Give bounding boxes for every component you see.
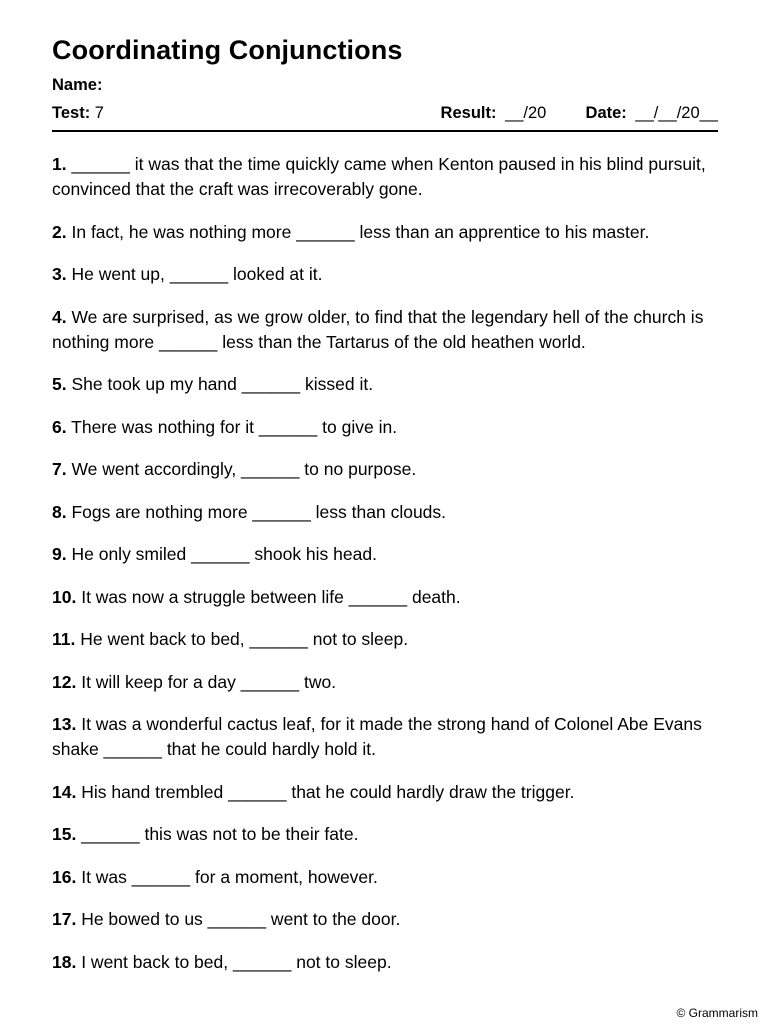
question-list xyxy=(52,152,718,975)
question-text: We went accordingly, ______ to no purpose. xyxy=(71,459,417,479)
result-date-group xyxy=(441,102,718,124)
question-number: 12. xyxy=(52,671,77,692)
question-text: He bowed to us ______ went to the door. xyxy=(81,909,401,929)
question-number: 17. xyxy=(52,909,77,929)
date-value: __/__/20__ xyxy=(635,104,718,122)
question-text: His hand trembled ______ that he could hardly draw the trigger. xyxy=(81,781,575,802)
question-item xyxy=(52,950,718,975)
test-value: 7 xyxy=(94,104,104,122)
question-number: 8. xyxy=(52,501,67,522)
question-number: 15. xyxy=(52,824,77,844)
question-number: 16. xyxy=(52,866,77,887)
question-text: There was nothing for it ______ to give in. xyxy=(71,416,398,437)
question-item xyxy=(52,780,718,805)
question-item xyxy=(52,372,718,397)
name-label: Name: xyxy=(52,76,103,94)
worksheet xyxy=(52,30,718,992)
question-text: Fogs are nothing more ______ less than clouds. xyxy=(71,501,447,522)
question-text: He went back to bed, ______ not to sleep. xyxy=(80,629,409,649)
question-text: ______ it was that the time quickly came when Kenton paused in his blind pursuit, convinced that the craft was irrecoverably gone. xyxy=(52,154,706,199)
question-item xyxy=(52,542,718,567)
question-item xyxy=(52,220,718,245)
question-number: 6. xyxy=(52,416,67,437)
question-item xyxy=(52,457,718,482)
question-item xyxy=(52,585,718,610)
question-number: 9. xyxy=(52,544,67,564)
question-item xyxy=(52,712,718,762)
question-text: It was a wonderful cactus leaf, for it made the strong hand of Colonel Abe Evans shake ______ that he could hardly hold it. xyxy=(52,714,702,759)
question-number: 13. xyxy=(52,714,77,734)
question-number: 11. xyxy=(52,629,76,649)
question-item xyxy=(52,627,718,652)
question-number: 18. xyxy=(52,951,77,972)
question-number: 10. xyxy=(52,586,77,607)
question-text: It was now a struggle between life ______ death. xyxy=(81,586,461,607)
question-text: In fact, he was nothing more ______ less than an apprentice to his master. xyxy=(71,221,650,242)
question-item xyxy=(52,865,718,890)
question-item xyxy=(52,500,718,525)
question-number: 2. xyxy=(52,221,67,242)
question-text: I went back to bed, ______ not to sleep. xyxy=(81,951,392,972)
question-item xyxy=(52,670,718,695)
copyright-footer: © Grammarism xyxy=(676,1006,758,1020)
question-item xyxy=(52,415,718,440)
test-label: Test: xyxy=(52,104,91,122)
question-number: 4. xyxy=(52,306,67,327)
question-item xyxy=(52,907,718,932)
question-number: 14. xyxy=(52,781,77,802)
question-text: He went up, ______ looked at it. xyxy=(71,264,323,284)
question-number: 5. xyxy=(52,374,67,394)
question-number: 1. xyxy=(52,154,67,174)
date-label: Date: xyxy=(585,104,627,122)
question-item xyxy=(52,152,718,202)
question-number: 3. xyxy=(52,264,67,284)
question-text: ______ this was not to be their fate. xyxy=(81,824,359,844)
test-info-row xyxy=(52,102,718,132)
question-item xyxy=(52,822,718,847)
result-label: Result: xyxy=(440,104,497,122)
page-title: Coordinating Conjunctions xyxy=(52,35,403,65)
question-text: She took up my hand ______ kissed it. xyxy=(71,374,374,394)
question-text: He only smiled ______ shook his head. xyxy=(71,544,377,564)
result-value: __/20 xyxy=(505,104,547,122)
question-text: It will keep for a day ______ two. xyxy=(81,671,337,692)
question-item xyxy=(52,305,718,355)
question-item xyxy=(52,262,718,287)
question-number: 7. xyxy=(52,459,67,479)
test-number xyxy=(52,102,104,124)
question-text: It was ______ for a moment, however. xyxy=(81,866,378,887)
question-text: We are surprised, as we grow older, to find that the legendary hell of the church is nothing more ______ less than the Tartarus of the old heathen world. xyxy=(52,306,704,352)
